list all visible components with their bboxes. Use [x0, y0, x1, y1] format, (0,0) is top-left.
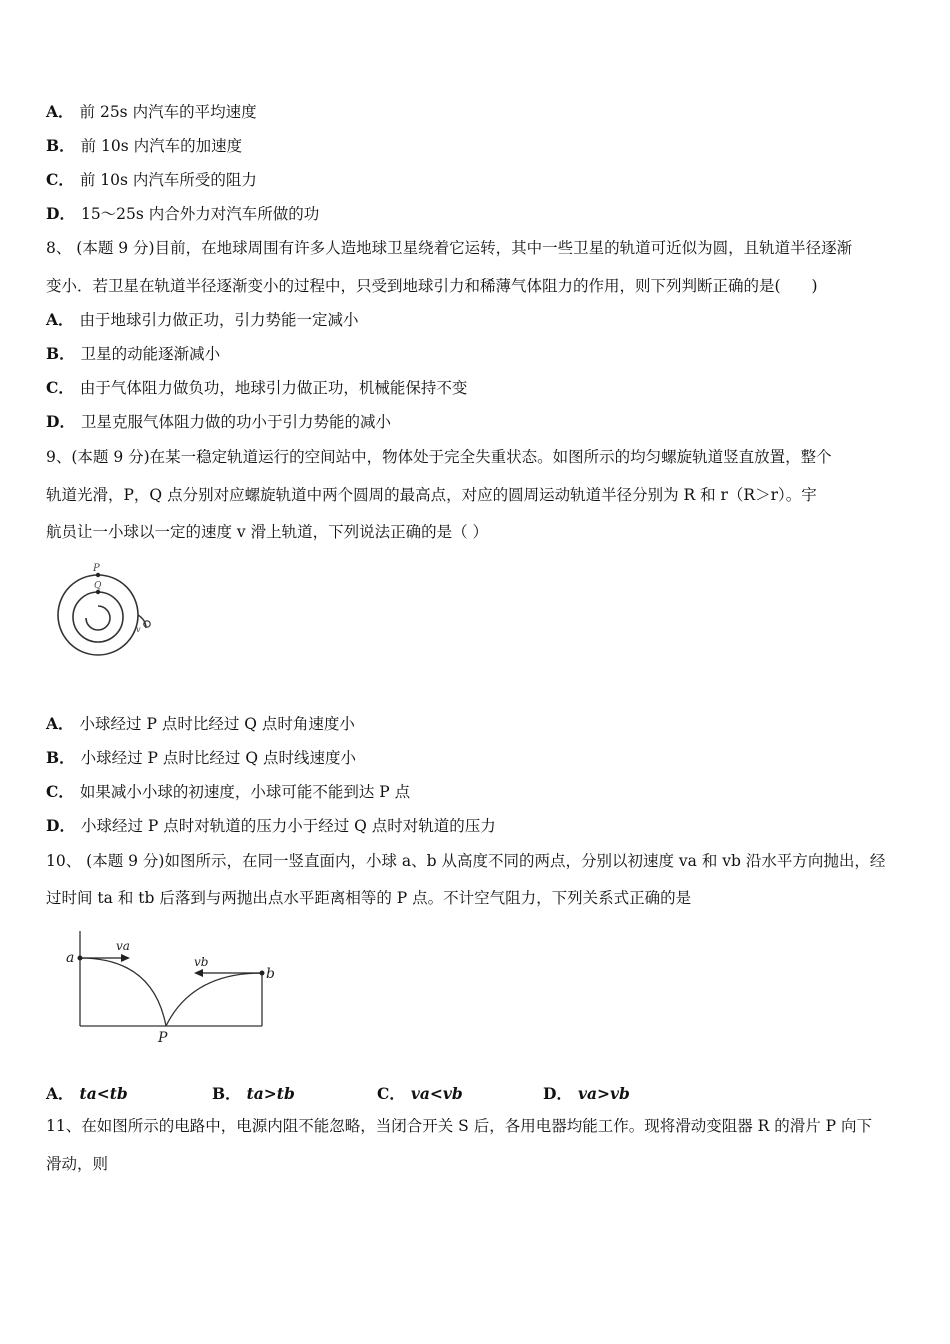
spiral-track-figure — [50, 560, 170, 685]
q9-stem-line1: 9、(本题 9 分)在某一稳定轨道运行的空间站中，物体处于完全失重状态。如图所示的均匀螺旋轨道竖直放置，整个 — [46, 448, 832, 466]
trajectory-b — [166, 973, 262, 1026]
q8-stem-line1: 8、 (本题 9 分)目前，在地球周围有许多人造地球卫星绕着它运转，其中一些卫星的轨道可近似为圆，且轨道半径逐渐 — [46, 239, 853, 257]
label-p: P — [93, 563, 100, 574]
q8-option-a: A． 由于地球引力做正功，引力势能一定减小 — [46, 310, 359, 329]
label-p: P — [158, 1030, 168, 1046]
q9-option-d: D． 小球经过 P 点时对轨道的压力小于经过 Q 点时对轨道的压力 — [46, 816, 496, 835]
label-a: a — [66, 950, 75, 966]
q10-choice-d: D． va>vb — [543, 1084, 630, 1103]
label-q: Q — [94, 581, 102, 591]
q7-option-a: A． 前 25s 内汽车的平均速度 — [46, 102, 257, 121]
q9-option-b: B． 小球经过 P 点时比经过 Q 点时线速度小 — [46, 748, 356, 767]
q7-option-d: D． 15～25s 内合外力对汽车所做的功 — [46, 204, 320, 223]
q8-option-b: B． 卫星的动能逐渐减小 — [46, 344, 221, 363]
q10-choice-b: B． ta>tb — [212, 1084, 295, 1103]
ball-a — [78, 956, 83, 961]
arrow-vb-head — [194, 969, 203, 977]
label-b: b — [266, 966, 275, 982]
q11-stem-line2: 滑动，则 — [46, 1155, 109, 1173]
trajectory-a — [80, 958, 166, 1026]
label-vb: vb — [194, 955, 209, 969]
q10-stem-line1: 10、 (本题 9 分)如图所示，在同一竖直面内，小球 a、b 从高度不同的两点，分别以初速度 va 和 vb 沿水平方向抛出，经 — [46, 852, 886, 870]
q11-stem-line1: 11、在如图所示的电路中，电源内阻不能忽略，当闭合开关 S 后，各用电器均能工作。现将滑动变阻器 R 的滑片 P 向下 — [46, 1117, 873, 1135]
arrow-va-head — [121, 954, 130, 962]
label-v: v — [136, 625, 141, 634]
projectile-figure — [58, 925, 288, 1050]
q7-option-b: B． 前 10s 内汽车的加速度 — [46, 136, 243, 155]
q8-option-c: C． 由于气体阻力做负功，地球引力做正功，机械能保持不变 — [46, 378, 468, 397]
q9-option-c: C． 如果减小小球的初速度，小球可能不能到达 P 点 — [46, 782, 411, 801]
q10-choice-c: C． va<vb — [377, 1084, 463, 1103]
q8-option-d: D． 卫星克服气体阻力做的功小于引力势能的减小 — [46, 412, 391, 431]
q10-stem-line2: 过时间 ta 和 tb 后落到与两抛出点水平距离相等的 P 点。不计空气阻力，下列关系式正确的是 — [46, 889, 692, 907]
q9-stem-line2: 轨道光滑，P，Q 点分别对应螺旋轨道中两个圆周的最高点，对应的圆周运动轨道半径分别为 R 和 r（R＞r）。宇 — [46, 486, 817, 504]
q8-stem-line2: 变小．若卫星在轨道半径逐渐变小的过程中，只受到地球引力和稀薄气体阻力的作用，则下列判断正确的是( ) — [46, 277, 818, 295]
q9-option-a: A． 小球经过 P 点时比经过 Q 点时角速度小 — [46, 714, 355, 733]
label-va: va — [116, 939, 130, 953]
q7-option-c: C． 前 10s 内汽车所受的阻力 — [46, 170, 257, 189]
q10-choice-a: A． ta<tb — [46, 1084, 128, 1103]
q9-stem-line3: 航员让一小球以一定的速度 v 滑上轨道，下列说法正确的是（ ） — [46, 523, 489, 541]
ball-b — [260, 971, 265, 976]
